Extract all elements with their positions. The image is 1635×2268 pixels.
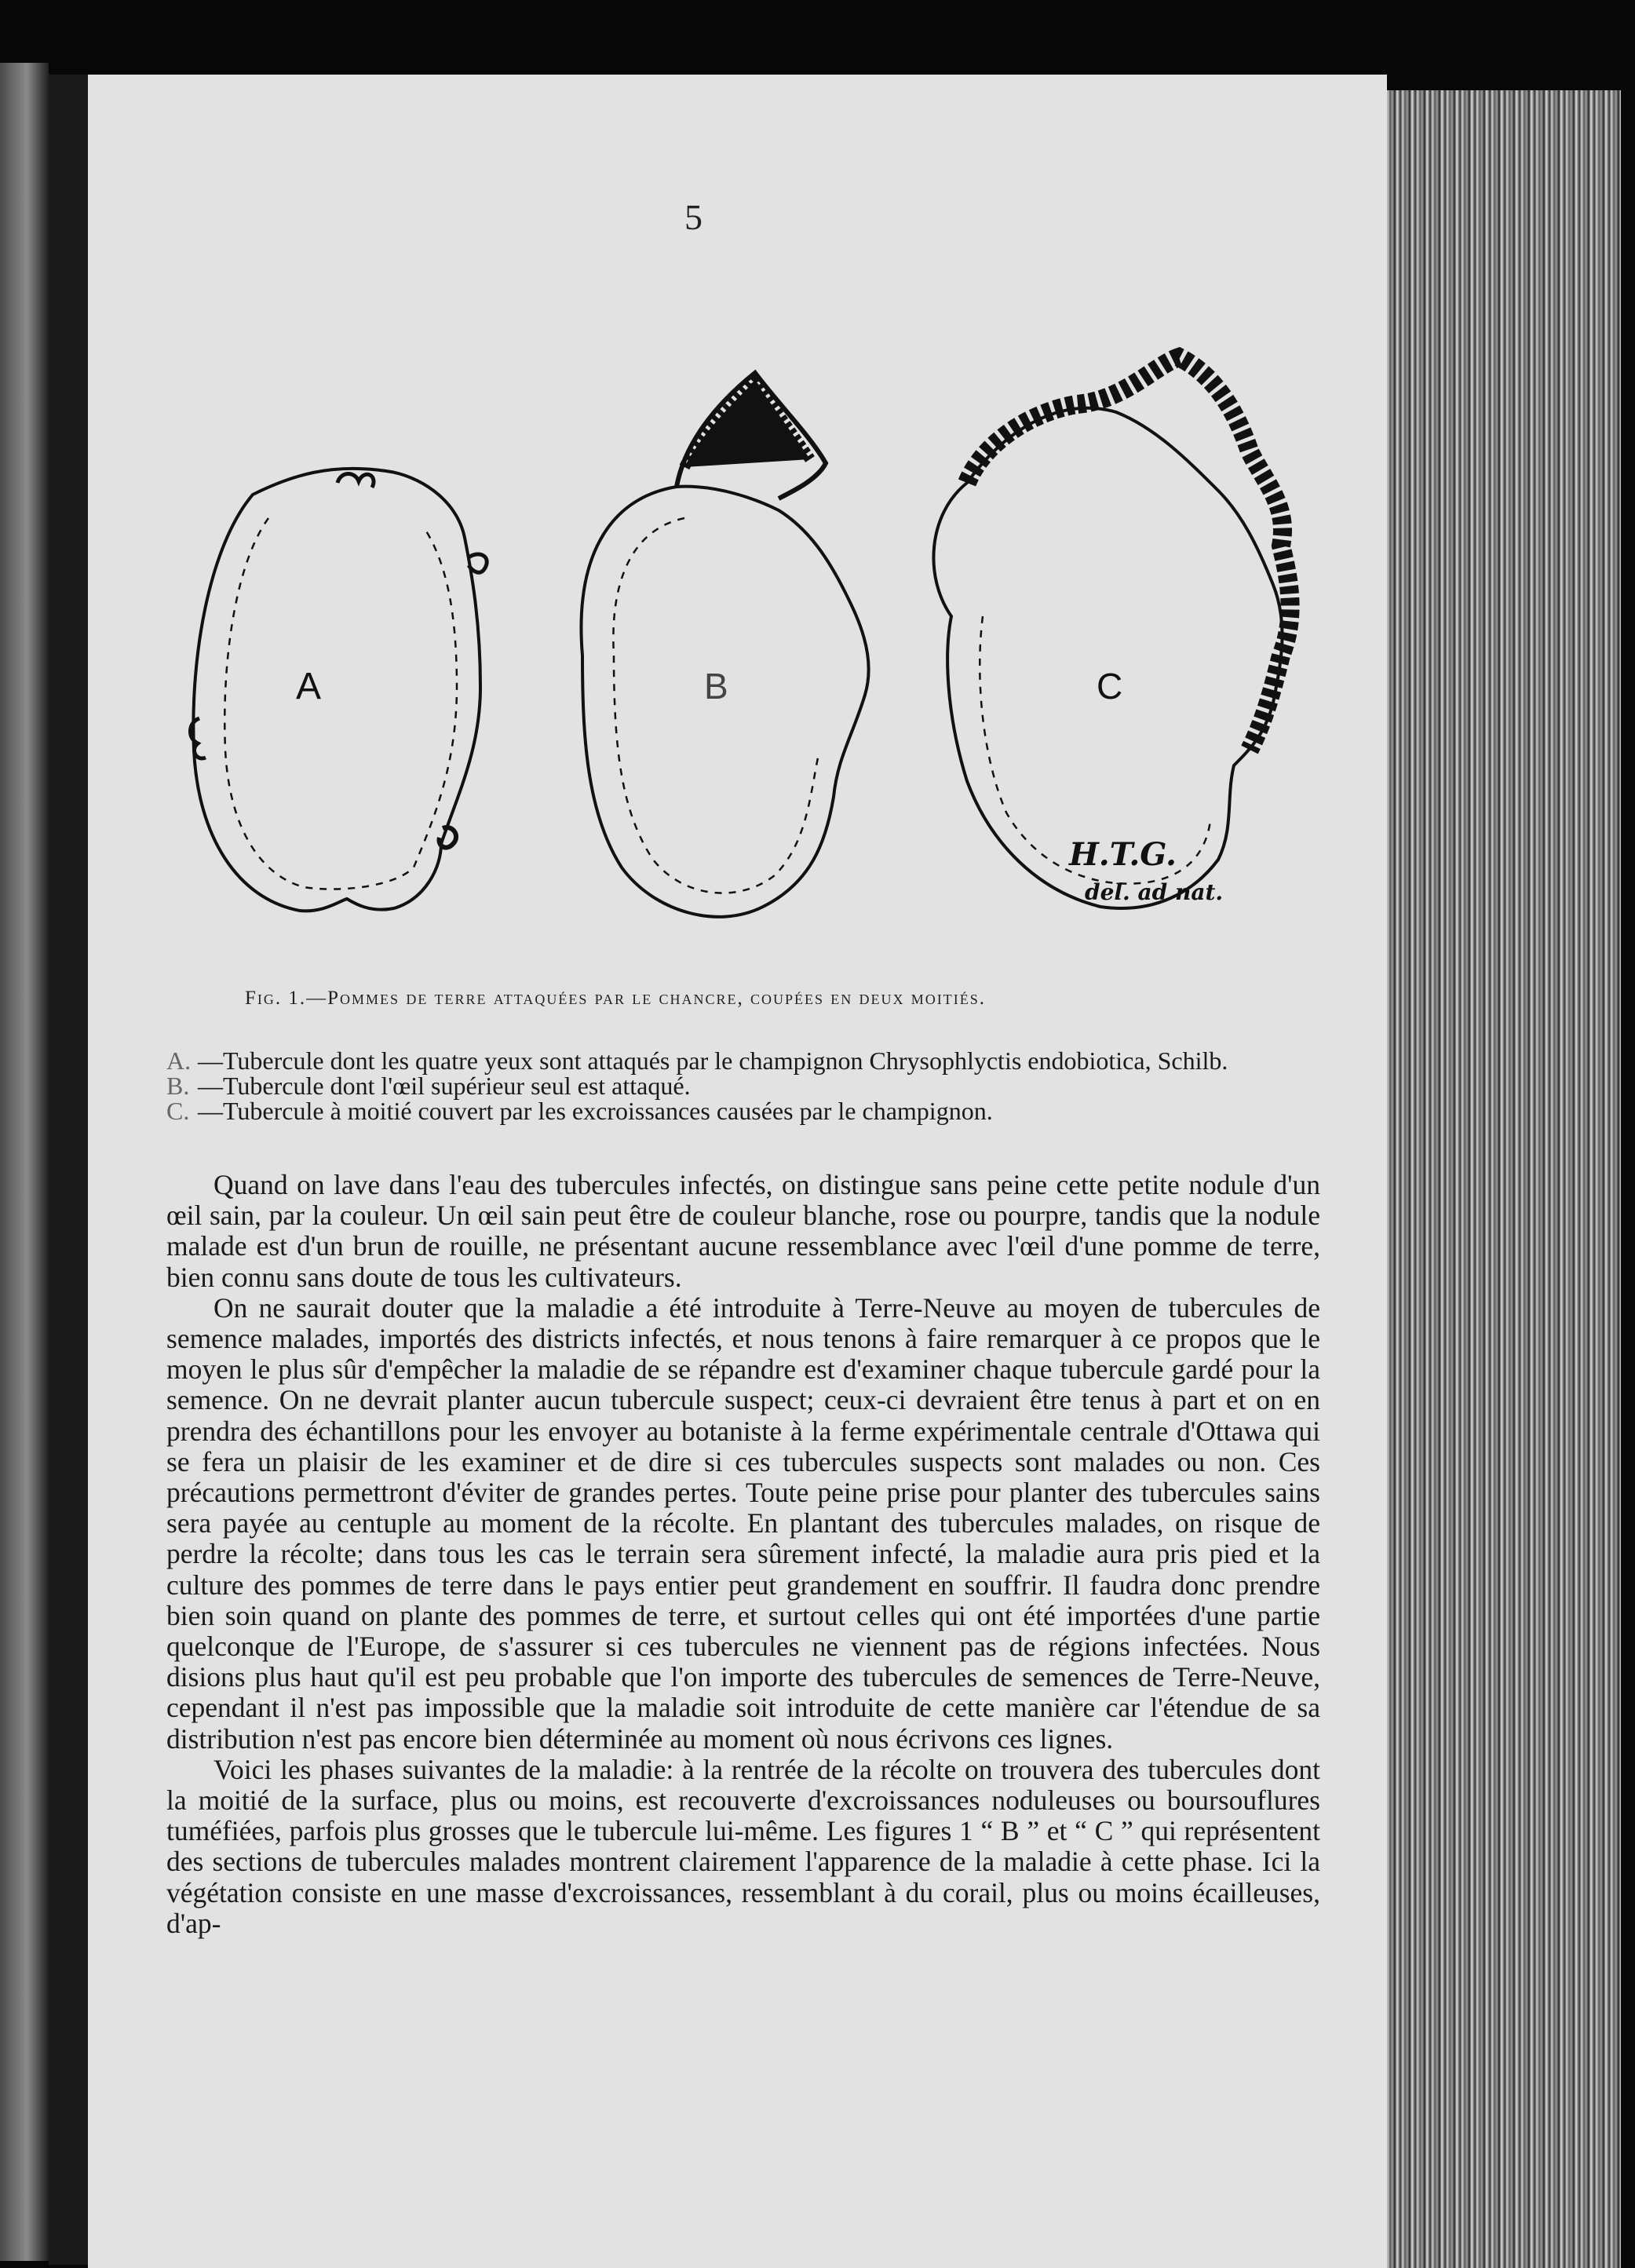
legend-key: C. bbox=[166, 1097, 190, 1125]
book-page-edges bbox=[1385, 90, 1621, 2268]
tuber-c-drawing bbox=[933, 357, 1290, 908]
tuber-b-drawing bbox=[582, 373, 869, 917]
left-page-sliver bbox=[0, 63, 49, 2261]
legend-text: —Tubercule dont l'œil supérieur seul est attaqué. bbox=[198, 1072, 691, 1100]
page-number: 5 bbox=[684, 197, 703, 237]
paragraph: Quand on lave dans l'eau des tubercules infectés, on distingue sans peine cette petite nodule d'un œil sain, par la couleur. Un œil sain peut être de couleur blanche, rose ou pourpre, tandis que la nodule malade est d'un brun de rouille, ne présentant aucune ressemblance avec l'œil d'une pomme de terre, bien connu sans doute de tous les cultivateurs. bbox=[166, 1169, 1320, 1293]
tuber-a-label: A bbox=[296, 666, 322, 707]
legend-item-c bbox=[166, 1098, 1328, 1123]
legend-item-a bbox=[166, 1048, 1328, 1073]
book-gutter bbox=[49, 75, 88, 2265]
signature-initials: H.T.G. bbox=[1069, 836, 1177, 873]
figure-legend bbox=[166, 1048, 1328, 1123]
tuber-a-drawing bbox=[190, 469, 487, 911]
paragraph: On ne saurait douter que la maladie a été introduite à Terre-Neuve au moyen de tubercules de semence malades, importés des districts infectés, et nous tenons à faire remarquer à ce propos que le moyen le plus sûr d'empêcher la maladie de se répandre est d'examiner chaque tubercule gardé pour la semence. On ne devrait planter aucun tubercule suspect; ceux-ci devraient être tenus à part et on en prendra des échantillons pour les envoyer au botaniste à la ferme expérimentale centrale d'Ottawa qui se fera un plaisir de les examiner et de dire si ces tubercules suspects sont malades ou non. Ces précautions permettront d'éviter de grandes pertes. Toute peine prise pour planter des tubercules sains sera payée au centuple au moment de la récolte. En plantant des tubercules malades, on risque de perdre la récolte; dans tous les cas le terrain sera sûrement infecté, la maladie aura pris pied et la culture des pommes de terre dans le pays entier peut grandement en souffrir. Il faudra donc prendre bien soin quand on plante des pommes de terre, et surtout celles qui ont été importées d'une partie quelconque de l'Europe, de s'assurer si ces tubercules ne viennent pas de régions infectées. Nous disions plus haut qu'il est peu probable que l'on importe des tubercules de semences de Terre-Neuve, cependant il n'est pas impossible que la maladie soit introduite de cette manière car l'étendue de sa distribution n'est pas encore bien déterminée au moment où nous écrivons ces lignes. bbox=[166, 1291, 1320, 1755]
signature-note: del. ad nat. bbox=[1085, 879, 1224, 905]
tuber-b-label: B bbox=[704, 666, 728, 707]
legend-text: —Tubercule dont les quatre yeux sont attaqués par le champignon Chrysophlyctis endobiotica, Schilb. bbox=[198, 1046, 1228, 1075]
legend-key: B. bbox=[166, 1072, 190, 1100]
body-text bbox=[166, 1170, 1320, 1939]
tuber-c-label: C bbox=[1097, 666, 1123, 707]
legend-item-b bbox=[166, 1073, 1328, 1098]
artist-signature bbox=[1053, 836, 1273, 930]
book-page bbox=[88, 75, 1387, 2268]
figure-caption: Fig. 1.—Pommes de terre attaquées par le chancre, coupées en deux moitiés. bbox=[245, 988, 986, 1009]
paragraph: Voici les phases suivantes de la maladie: à la rentrée de la récolte on trouvera des tubercules dont la moitié de la surface, plus ou moins, est recouverte d'excroissances noduleuses ou boursouflures tuméfiées, parfois plus grosses que le tubercule lui-même. Les figures 1 “ B ” et “ C ” qui représentent des sections de tubercules malades montrent clairement l'apparence de la maladie à cette phase. Ici la végétation consiste en une masse d'excroissances, ressemblant à du corail, plus ou moins écailleuses, d'ap- bbox=[166, 1753, 1320, 1939]
legend-key: A. bbox=[166, 1046, 192, 1075]
legend-text: —Tubercule à moitié couvert par les excroissances causées par le champignon. bbox=[198, 1097, 993, 1125]
